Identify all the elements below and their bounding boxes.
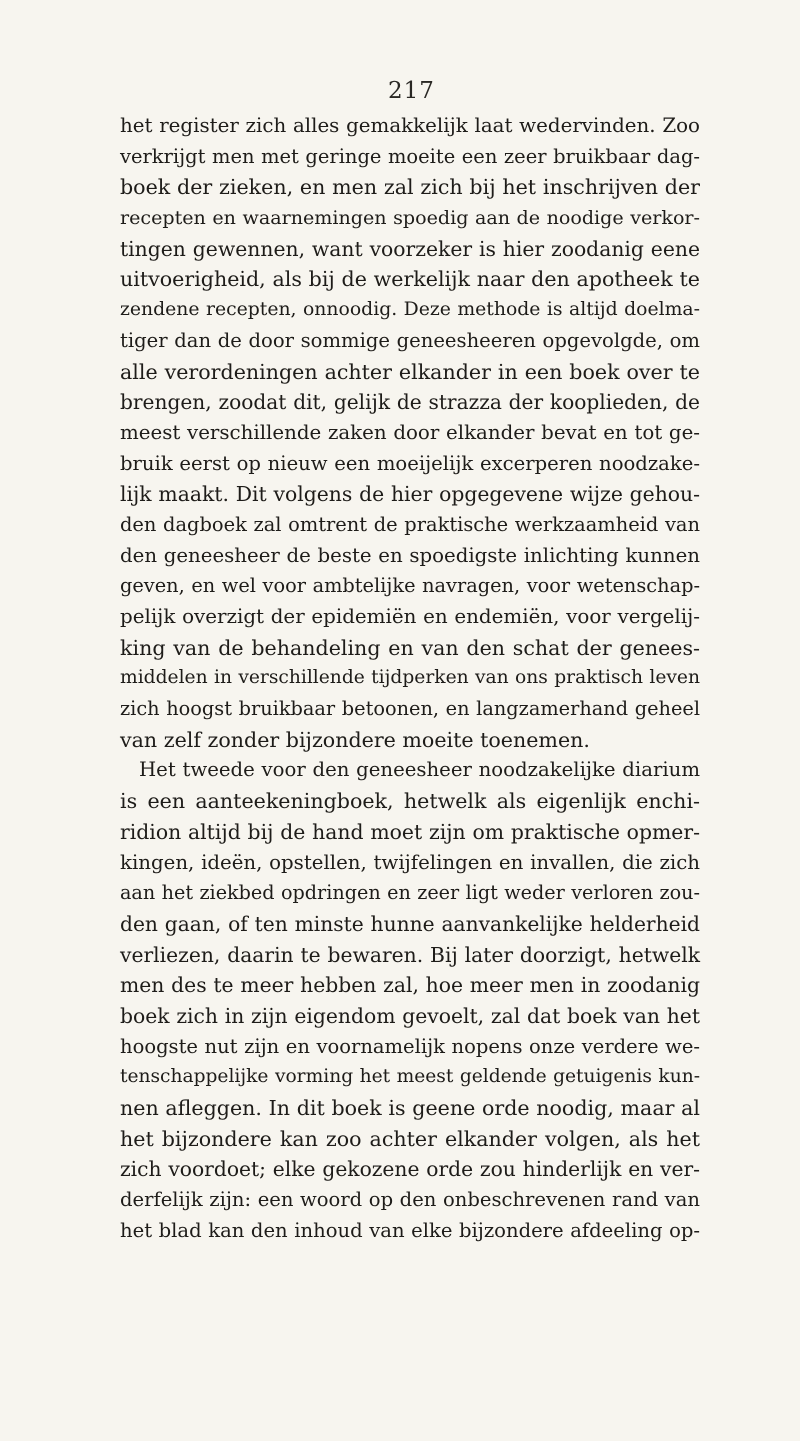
text-line: zendene recepten, onnoodig. Deze methode is altijd doelma-: [120, 299, 700, 321]
text-line: uitvoerigheid, als bij de werkelijk naar den apotheek te: [120, 267, 700, 292]
text-line: king van de behandeling en van den schat der genees-: [120, 635, 700, 660]
text-line: brengen, zoodat dit, gelijk de strazza der kooplieden, de: [120, 390, 700, 415]
text-line: geven, en wel voor ambtelijke navragen, voor wetenschap-: [120, 574, 700, 598]
text-line: tingen gewennen, want voorzeker is hier zoodanig eene: [120, 236, 700, 261]
text-line: den geneesheer de beste en spoedigste inlichting kunnen: [120, 543, 700, 567]
text-line: tenschappelijke vorming het meest geldende getuigenis kun-: [120, 1066, 700, 1088]
text-line: is een aanteekeningboek, hetwelk als eigenlijk enchi-: [120, 789, 700, 814]
paragraph-end-line: van zelf zonder bijzondere moeite toenemen.: [120, 727, 590, 752]
text-line: verkrijgt men met geringe moeite een zeer bruikbaar dag-: [120, 144, 700, 168]
text-line: hoogste nut zijn en voornamelijk nopens onze verdere we-: [120, 1034, 700, 1058]
text-line: het register zich alles gemakkelijk laat wedervinden. Zoo: [120, 114, 700, 137]
text-line: derfelijk zijn: een woord op den onbeschrevenen rand van: [120, 1188, 700, 1212]
text-line: zich hoogst bruikbaar betoonen, en langzamerhand geheel: [120, 697, 700, 721]
text-line: tiger dan de door sommige geneesheeren opgevolgde, om: [120, 328, 700, 352]
text-line: ridion altijd bij de hand moet zijn om praktische opmer-: [120, 819, 700, 844]
page-number: 217: [388, 78, 435, 104]
text-line: middelen in verschillende tijdperken van ons praktisch leven: [120, 667, 700, 689]
text-line: het bijzondere kan zoo achter elkander volgen, als het: [120, 1126, 700, 1151]
text-line: boek zich in zijn eigendom gevoelt, zal dat boek van het: [120, 1003, 700, 1028]
text-line: men des te meer hebben zal, hoe meer men in zoodanig: [120, 973, 700, 998]
text-line: aan het ziekbed opdringen en zeer ligt weder verloren zou-: [120, 881, 700, 905]
text-line: nen afleggen. In dit boek is geene orde noodig, maar al: [120, 1096, 700, 1120]
text-line: meest verschillende zaken door elkander bevat en tot ge-: [120, 420, 700, 444]
text-line: alle verordeningen achter elkander in een boek over te: [120, 359, 700, 384]
text-line: recepten en waarnemingen spoedig aan de noodige verkor-: [120, 206, 700, 230]
text-line: den gaan, of ten minste hunne aanvankelijke helderheid: [120, 911, 700, 936]
body-text: [120, 111, 700, 1246]
text-line: pelijk overzigt der epidemiën en endemiën, voor vergelij-: [120, 605, 700, 628]
text-line: het blad kan den inhoud van elke bijzondere afdeeling op-: [120, 1218, 700, 1242]
text-line: verliezen, daarin te bewaren. Bij later doorzigt, hetwelk: [120, 942, 700, 967]
text-line: bruik eerst op nieuw een moeijelijk excerperen noodzake-: [120, 451, 700, 475]
paragraph-start-line: Het tweede voor den geneesheer noodzakelijke diarium: [139, 758, 700, 782]
text-line: kingen, ideën, opstellen, twijfelingen en invallen, die zich: [120, 850, 700, 874]
text-line: zich voordoet; elke gekozene orde zou hinderlijk en ver-: [120, 1157, 700, 1182]
text-line: lijk maakt. Dit volgens de hier opgegevene wijze gehou-: [120, 482, 700, 507]
text-line: den dagboek zal omtrent de praktische werkzaamheid van: [120, 512, 700, 536]
text-line: boek der zieken, en men zal zich bij het inschrijven der: [120, 175, 700, 200]
